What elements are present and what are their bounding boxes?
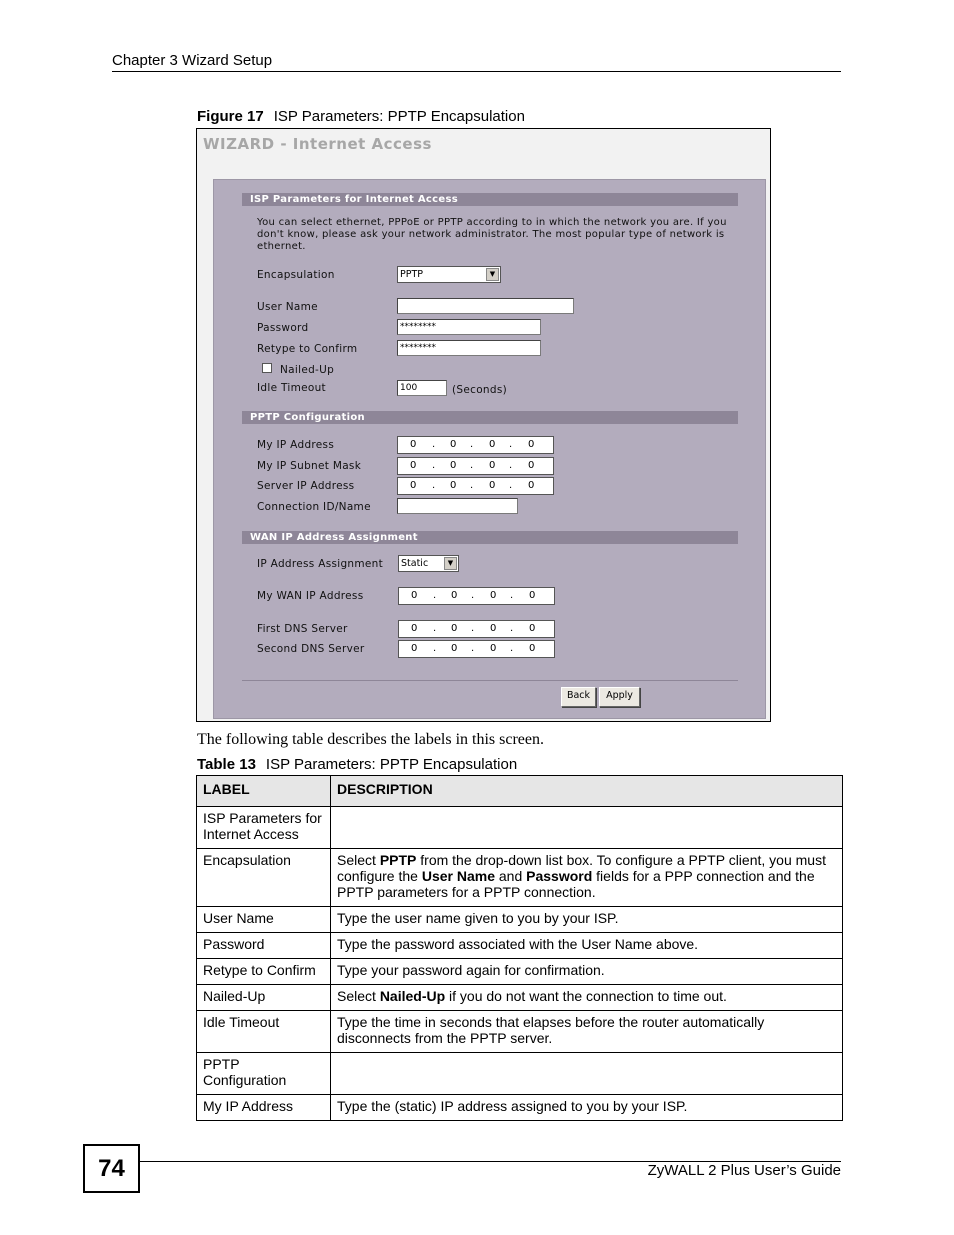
back-button[interactable]: Back: [561, 687, 596, 707]
table-row: [197, 807, 843, 849]
ip-octet[interactable]: 0: [490, 590, 497, 601]
ip-dot: .: [470, 460, 474, 471]
row-label: PPTP Configuration: [197, 1053, 331, 1095]
page-number: 74: [83, 1144, 140, 1193]
ip-octet[interactable]: 0: [450, 439, 457, 450]
wizard-title: WIZARD - Internet Access: [203, 135, 432, 153]
apply-button[interactable]: Apply: [599, 687, 640, 707]
first-dns-input[interactable]: [398, 620, 555, 638]
ip-dot: .: [432, 460, 436, 471]
desc-text: Select: [337, 852, 380, 868]
ip-dot: .: [433, 590, 437, 601]
ip-octet[interactable]: 0: [490, 623, 497, 634]
ip-assignment-select[interactable]: [398, 555, 459, 572]
table-row: [197, 907, 843, 933]
encapsulation-select[interactable]: [397, 266, 501, 283]
row-description: [331, 849, 843, 907]
wan-ip-label: My WAN IP Address: [257, 590, 364, 602]
bold-term: Password: [526, 868, 593, 884]
description-header: DESCRIPTION: [331, 776, 843, 807]
ip-assignment-label: IP Address Assignment: [257, 558, 384, 570]
desc-text: Select: [337, 988, 380, 1004]
ip-octet[interactable]: 0: [411, 590, 418, 601]
ip-octet[interactable]: 0: [410, 460, 417, 471]
row-description: [331, 807, 843, 849]
seconds-label: (Seconds): [452, 384, 508, 396]
row-label: Nailed-Up: [197, 985, 331, 1011]
table-row: [197, 849, 843, 907]
subnet-mask-label: My IP Subnet Mask: [257, 460, 362, 472]
ip-octet[interactable]: 0: [528, 460, 535, 471]
ip-dot: .: [509, 460, 513, 471]
ip-dot: .: [471, 590, 475, 601]
divider: [242, 680, 738, 681]
server-ip-label: Server IP Address: [257, 480, 355, 492]
table-row: [197, 1095, 843, 1121]
row-label: My IP Address: [197, 1095, 331, 1121]
figure-caption: [197, 108, 525, 125]
ip-octet[interactable]: 0: [450, 480, 457, 491]
figure-label: Figure 17: [197, 108, 264, 125]
ip-octet[interactable]: 0: [529, 590, 536, 601]
row-label: Idle Timeout: [197, 1011, 331, 1053]
table-body: [197, 807, 843, 1121]
wan-ip-input[interactable]: [398, 587, 555, 605]
ip-octet[interactable]: 0: [451, 643, 458, 654]
ip-octet[interactable]: 0: [410, 480, 417, 491]
table-row: [197, 1011, 843, 1053]
ip-dot: .: [432, 439, 436, 450]
first-dns-label: First DNS Server: [257, 623, 348, 635]
ip-dot: .: [470, 480, 474, 491]
bold-term: User Name: [421, 868, 495, 884]
guide-title: ZyWALL 2 Plus User’s Guide: [647, 1162, 841, 1179]
my-ip-input[interactable]: [397, 436, 554, 454]
ip-dot: .: [510, 623, 514, 634]
connection-id-input[interactable]: [397, 498, 518, 514]
ip-octet[interactable]: 0: [411, 643, 418, 654]
ip-dot: .: [471, 623, 475, 634]
description-table: [196, 775, 843, 1121]
ip-dot: .: [510, 590, 514, 601]
section-pptp-configuration: PPTP Configuration: [242, 411, 738, 424]
idle-timeout-input[interactable]: 100: [397, 380, 447, 396]
table-row: [197, 1053, 843, 1095]
ip-octet[interactable]: 0: [528, 439, 535, 450]
nailed-up-label: Nailed-Up: [280, 364, 335, 376]
server-ip-input[interactable]: [397, 477, 554, 495]
second-dns-input[interactable]: [398, 640, 555, 658]
ip-dot: .: [509, 480, 513, 491]
row-description: Type the time in seconds that elapses before the router automatically disconnects from the PPTP server.: [331, 1011, 843, 1053]
row-description: [331, 1053, 843, 1095]
row-label: Password: [197, 933, 331, 959]
ip-octet[interactable]: 0: [529, 643, 536, 654]
desc-text: and: [495, 868, 527, 884]
table-header-row: [197, 776, 843, 807]
my-ip-label: My IP Address: [257, 439, 335, 451]
ip-octet[interactable]: 0: [450, 460, 457, 471]
second-dns-label: Second DNS Server: [257, 643, 365, 655]
ip-assignment-value: Static: [401, 558, 429, 569]
intro-text: You can select ethernet, PPPoE or PPTP according to in which the network you are. If you don't know, please ask your network administrator. The most popular type of network is ethernet.: [257, 217, 727, 252]
section-isp-parameters: ISP Parameters for Internet Access: [242, 193, 738, 206]
row-label: Encapsulation: [197, 849, 331, 907]
table-caption: [197, 756, 517, 773]
desc-text: if you do not want the connection to time out.: [445, 988, 727, 1004]
nailed-up-checkbox[interactable]: [262, 363, 272, 373]
desc-text: fields for a PPP connection and the PPTP parameters for a PPTP connection.: [337, 868, 815, 900]
table-row: [197, 933, 843, 959]
wizard-panel: [213, 179, 766, 719]
ip-dot: .: [433, 623, 437, 634]
figure-title: ISP Parameters: PPTP Encapsulation: [273, 108, 525, 125]
ip-dot: .: [471, 643, 475, 654]
ip-octet[interactable]: 0: [411, 623, 418, 634]
ip-dot: .: [510, 643, 514, 654]
row-label: ISP Parameters for Internet Access: [197, 807, 331, 849]
bold-term: Nailed-Up: [379, 988, 446, 1004]
chevron-down-icon[interactable]: ▼: [486, 268, 499, 281]
encapsulation-label: Encapsulation: [257, 269, 335, 281]
row-description: Type the password associated with the User Name above.: [331, 933, 843, 959]
ip-octet[interactable]: 0: [489, 460, 496, 471]
ip-octet[interactable]: 0: [410, 439, 417, 450]
ip-octet[interactable]: 0: [451, 590, 458, 601]
connection-id-label: Connection ID/Name: [257, 501, 371, 513]
ip-octet[interactable]: 0: [451, 623, 458, 634]
bold-term: PPTP: [379, 852, 417, 868]
table-row: [197, 959, 843, 985]
ip-dot: .: [432, 480, 436, 491]
ip-octet[interactable]: 0: [529, 623, 536, 634]
retype-label: Retype to Confirm: [257, 343, 358, 355]
ip-octet[interactable]: 0: [489, 480, 496, 491]
idle-timeout-label: Idle Timeout: [257, 382, 326, 394]
password-input[interactable]: ********: [397, 319, 541, 335]
ip-octet[interactable]: 0: [489, 439, 496, 450]
header-rule: [112, 71, 841, 72]
row-description: [331, 985, 843, 1011]
chevron-down-icon[interactable]: ▼: [444, 557, 457, 570]
user-name-input[interactable]: [397, 298, 574, 314]
section-wan-ip-assignment: WAN IP Address Assignment: [242, 531, 738, 544]
table-label: Table 13: [197, 756, 256, 773]
row-description: Type your password again for confirmation.: [331, 959, 843, 985]
user-name-label: User Name: [257, 301, 318, 313]
wizard-screenshot: [196, 128, 771, 722]
password-label: Password: [257, 322, 309, 334]
encapsulation-value: PPTP: [400, 269, 423, 280]
desc-text: from the drop-down list box. To configure a PPTP client, you must configure the: [337, 852, 826, 884]
row-label: Retype to Confirm: [197, 959, 331, 985]
ip-octet[interactable]: 0: [528, 480, 535, 491]
ip-dot: .: [433, 643, 437, 654]
subnet-mask-input[interactable]: [397, 457, 554, 475]
row-description: Type the user name given to you by your ISP.: [331, 907, 843, 933]
chapter-header: Chapter 3 Wizard Setup: [112, 52, 273, 69]
ip-dot: .: [470, 439, 474, 450]
row-description: Type the (static) IP address assigned to you by your ISP.: [331, 1095, 843, 1121]
table-intro: The following table describes the labels in this screen.: [197, 731, 545, 748]
ip-octet[interactable]: 0: [490, 643, 497, 654]
ip-dot: .: [509, 439, 513, 450]
retype-password-input[interactable]: ********: [397, 340, 541, 356]
row-label: User Name: [197, 907, 331, 933]
label-header: LABEL: [197, 776, 331, 807]
table-row: [197, 985, 843, 1011]
table-title: ISP Parameters: PPTP Encapsulation: [265, 756, 518, 773]
